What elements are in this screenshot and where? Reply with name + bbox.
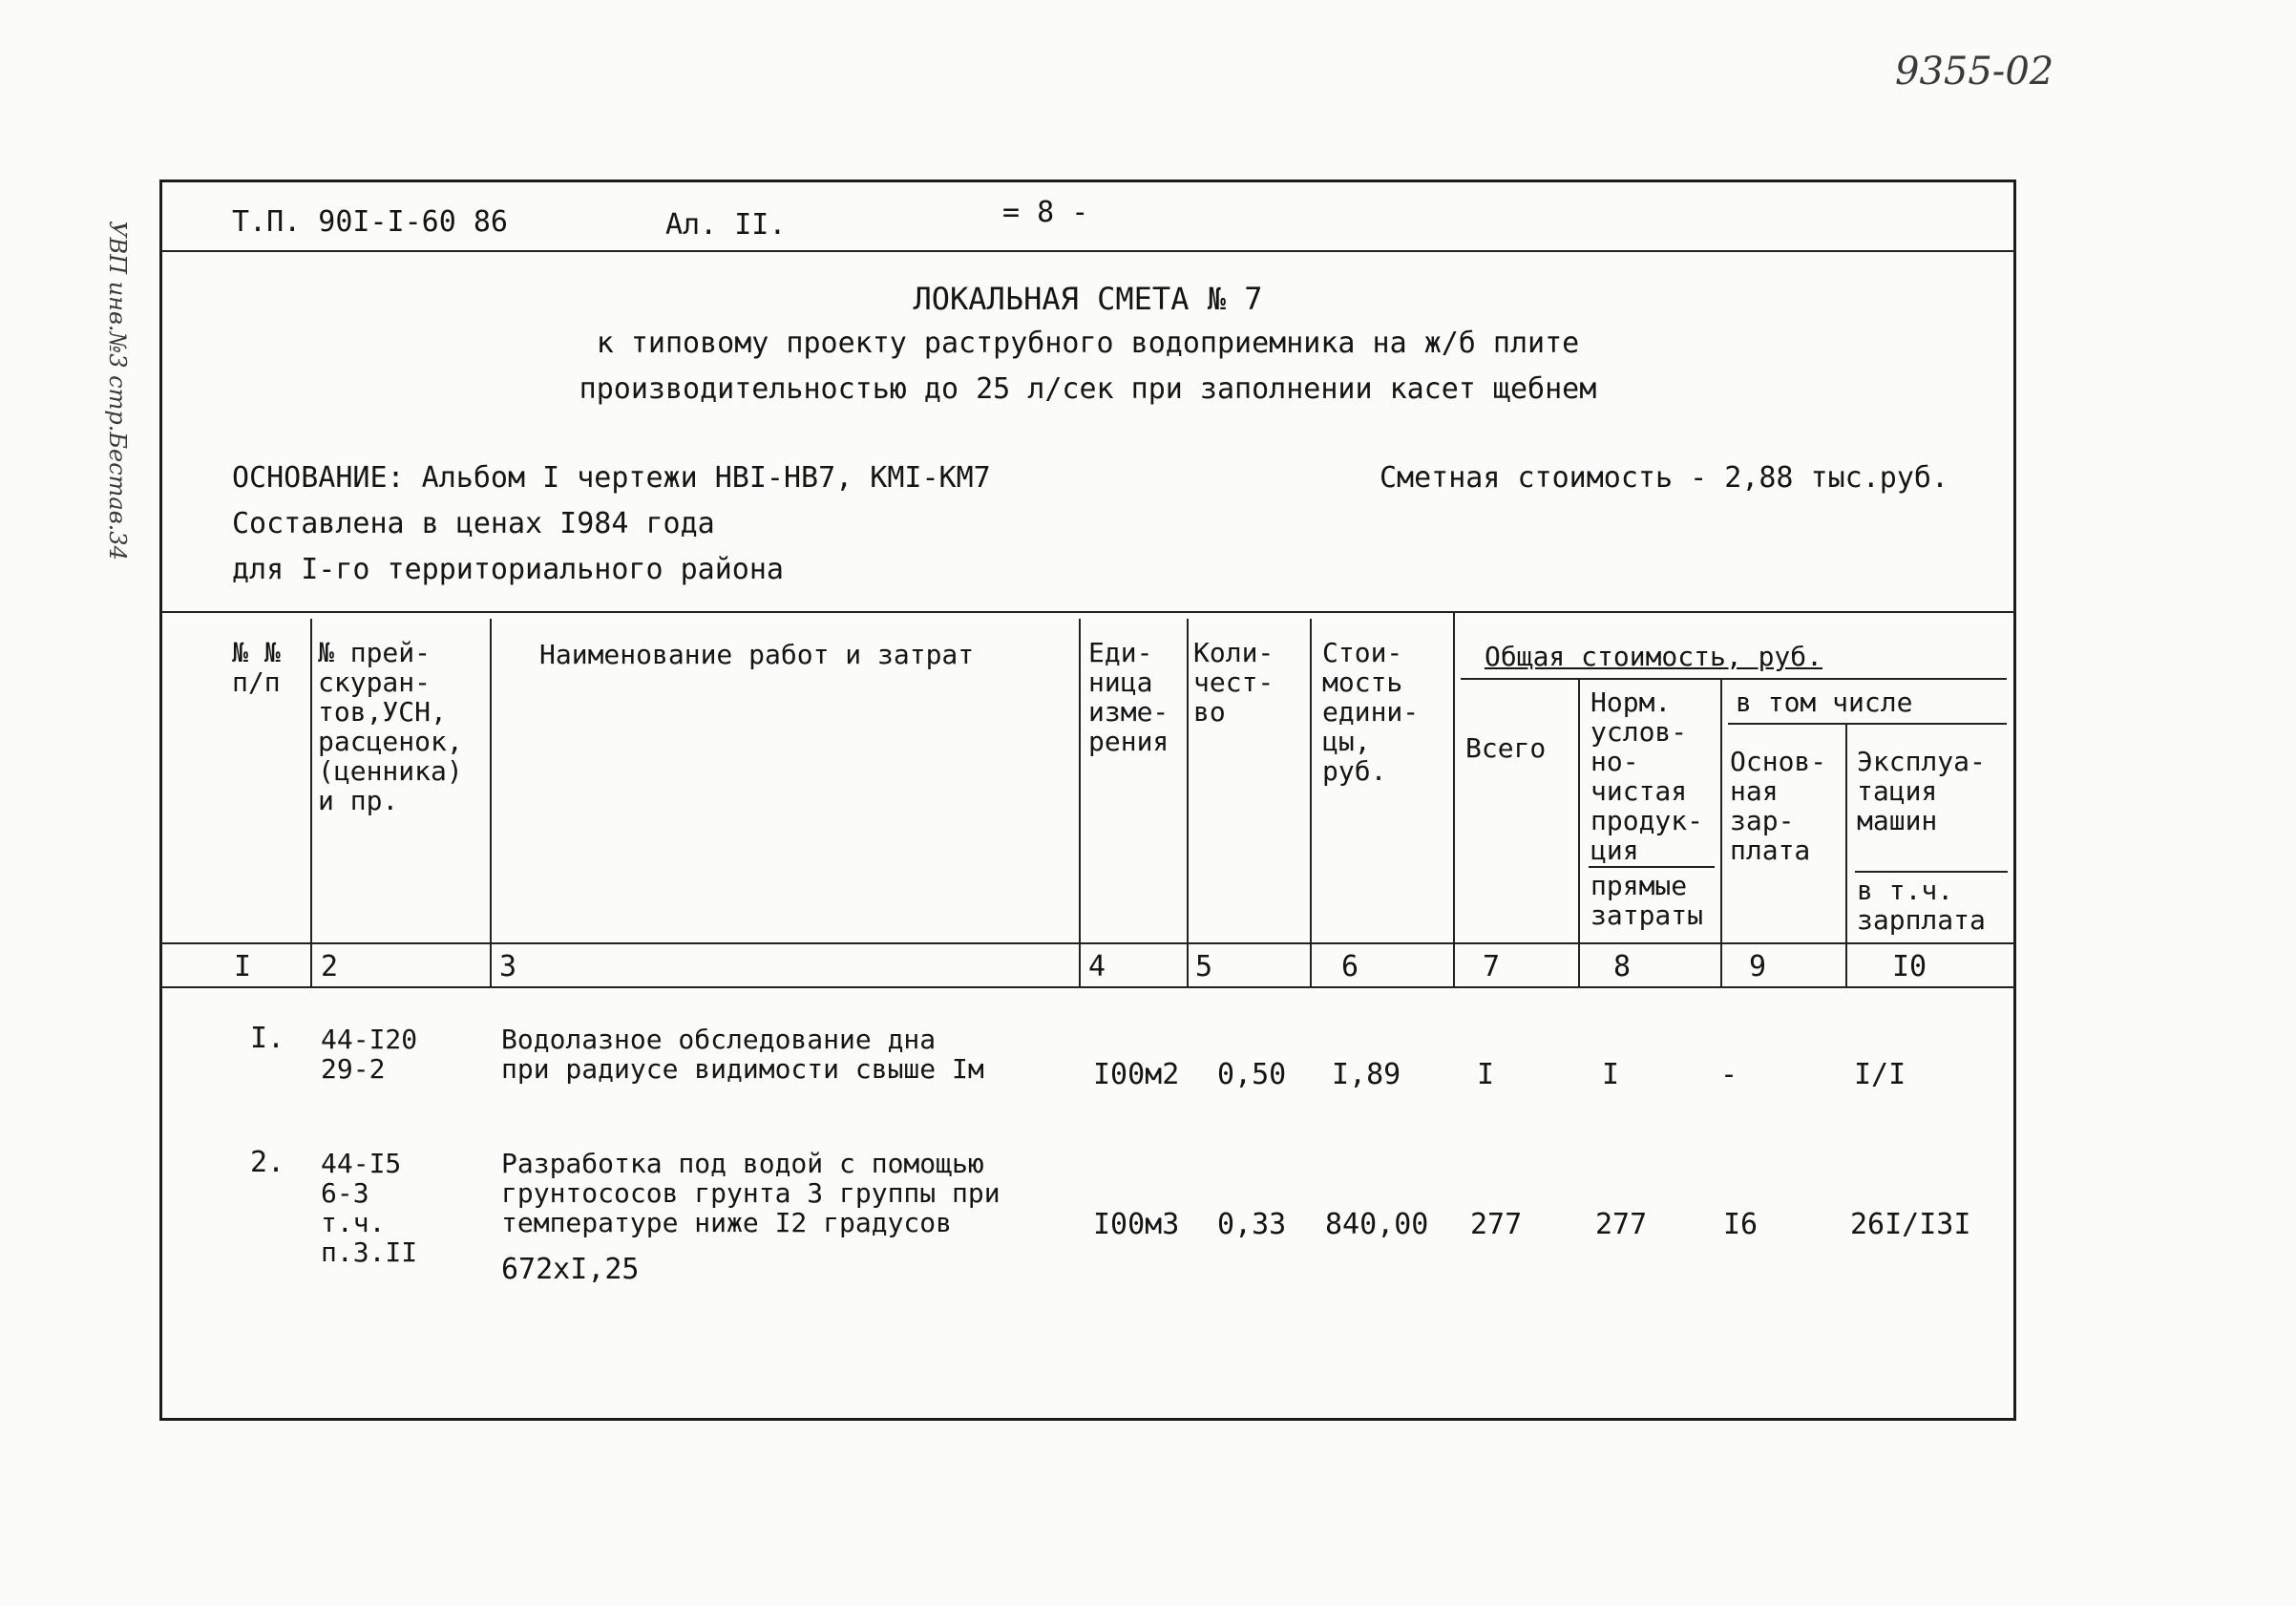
header-col-direct-costs: прямые затраты <box>1590 870 1704 931</box>
header-col-machines: Эксплуа- тация машин <box>1857 746 1986 836</box>
col-numbers-bottom-line <box>159 986 2016 988</box>
row-unit: I00м2 <box>1093 1058 1180 1091</box>
header-divider <box>159 250 2016 252</box>
row-total: I <box>1477 1058 1495 1091</box>
archive-number: 9355-02 <box>1895 50 2054 94</box>
col-number-6: 6 <box>1341 950 1359 983</box>
header-col-norm-product: Норм. услов- но- чистая продук- ция <box>1590 687 1704 866</box>
subgroup-divider <box>1728 723 2007 725</box>
header-col-pricelist: № прей- скуран- тов,УСН, расценок, (ценника) и пр. <box>318 637 463 816</box>
row-unit: I00м3 <box>1093 1208 1180 1241</box>
title-line-2: к типовому проекту раструбного водоприемника на ж/б плите <box>596 327 1580 360</box>
header-subgroup-including: в том числе <box>1736 687 1913 718</box>
row-calculation: 672хI,25 <box>501 1253 640 1286</box>
header-col-unit-cost: Стои- мость едини- цы, руб. <box>1322 637 1420 787</box>
col-sep-4 <box>1187 619 1189 986</box>
row-quantity: 0,33 <box>1217 1208 1287 1241</box>
row-norm-product: 277 <box>1595 1208 1648 1241</box>
row-total: 277 <box>1470 1208 1523 1241</box>
row-unit-cost: I,89 <box>1332 1058 1401 1091</box>
col-number-1: I <box>234 950 252 983</box>
header-bottom-line <box>159 942 2016 944</box>
row-code: 44-I20 29-2 <box>321 1024 418 1085</box>
col-number-8: 8 <box>1613 950 1632 983</box>
row-code: 44-I5 6-3 т.ч. п.3.II <box>321 1148 418 1268</box>
row-base-salary: - <box>1720 1058 1738 1091</box>
row-number: 2. <box>250 1146 285 1179</box>
col-number-7: 7 <box>1483 950 1501 983</box>
header-col-number: № № п/п <box>232 637 281 698</box>
col-number-9: 9 <box>1749 950 1767 983</box>
basis-line: ОСНОВАНИЕ: Альбом I чертежи НВI-НВ7, КМI-КМ7 <box>232 461 991 495</box>
col-sep-6 <box>1453 611 1455 986</box>
album-number: Ал. II. <box>665 208 787 242</box>
row-name: Водолазное обследование дна при радиусе видимости свыше Iм <box>501 1024 984 1085</box>
group-divider <box>1461 678 2007 680</box>
col8-inner-divider <box>1589 866 1715 868</box>
document-title: ЛОКАЛЬНАЯ СМЕТА № 7 <box>913 281 1263 317</box>
region-line: для I-го территориального района <box>232 553 784 586</box>
header-group-total-cost: Общая стоимость, руб. <box>1485 641 1823 672</box>
col-number-10: I0 <box>1892 950 1927 983</box>
col-number-2: 2 <box>321 950 339 983</box>
price-year-line: Составлена в ценах I984 года <box>232 507 715 540</box>
col10-inner-divider <box>1855 871 2008 873</box>
row-number: I. <box>250 1022 285 1055</box>
header-col-machines-salary: в т.ч. зарплата <box>1857 875 1986 936</box>
table-top-line <box>159 611 2016 613</box>
estimated-cost: Сметная стоимость - 2,88 тыс.руб. <box>1380 461 1949 495</box>
row-quantity: 0,50 <box>1217 1058 1287 1091</box>
col-number-5: 5 <box>1195 950 1213 983</box>
row-name: Разработка под водой с помощью грунтососов грунта 3 группы при температуре ниже I2 градусов <box>501 1148 1001 1238</box>
page-number: = 8 - <box>1002 196 1089 229</box>
col-sep-5 <box>1310 619 1312 986</box>
title-line-3: производительностью до 25 л/сек при заполнении касет щебнем <box>579 372 1597 406</box>
col-sep-3 <box>1079 619 1081 986</box>
header-col-quantity: Коли- чест- во <box>1193 637 1274 728</box>
header-col-name: Наименование работ и затрат <box>539 639 975 670</box>
row-norm-product: I <box>1602 1058 1620 1091</box>
col-number-4: 4 <box>1088 950 1106 983</box>
row-base-salary: I6 <box>1723 1208 1759 1241</box>
col-sep-1 <box>310 619 312 986</box>
row-machines: I/I <box>1854 1058 1906 1091</box>
col-sep-7 <box>1578 678 1580 986</box>
header-col-unit: Еди- ница изме- рения <box>1088 637 1169 757</box>
col-number-3: 3 <box>499 950 517 983</box>
row-machines: 26I/I3I <box>1850 1208 1971 1241</box>
header-col-total: Всего <box>1465 732 1547 764</box>
col-sep-9 <box>1845 723 1847 986</box>
header-col-base-salary: Основ- ная зар- плата <box>1730 746 1827 866</box>
row-unit-cost: 840,00 <box>1325 1208 1429 1241</box>
project-number: Т.П. 90I-I-60 86 <box>232 205 508 239</box>
margin-stamp: УВП инв.№3 стр.Бестав.34 <box>103 221 131 560</box>
col-sep-8 <box>1720 678 1722 986</box>
col-sep-2 <box>490 619 492 986</box>
